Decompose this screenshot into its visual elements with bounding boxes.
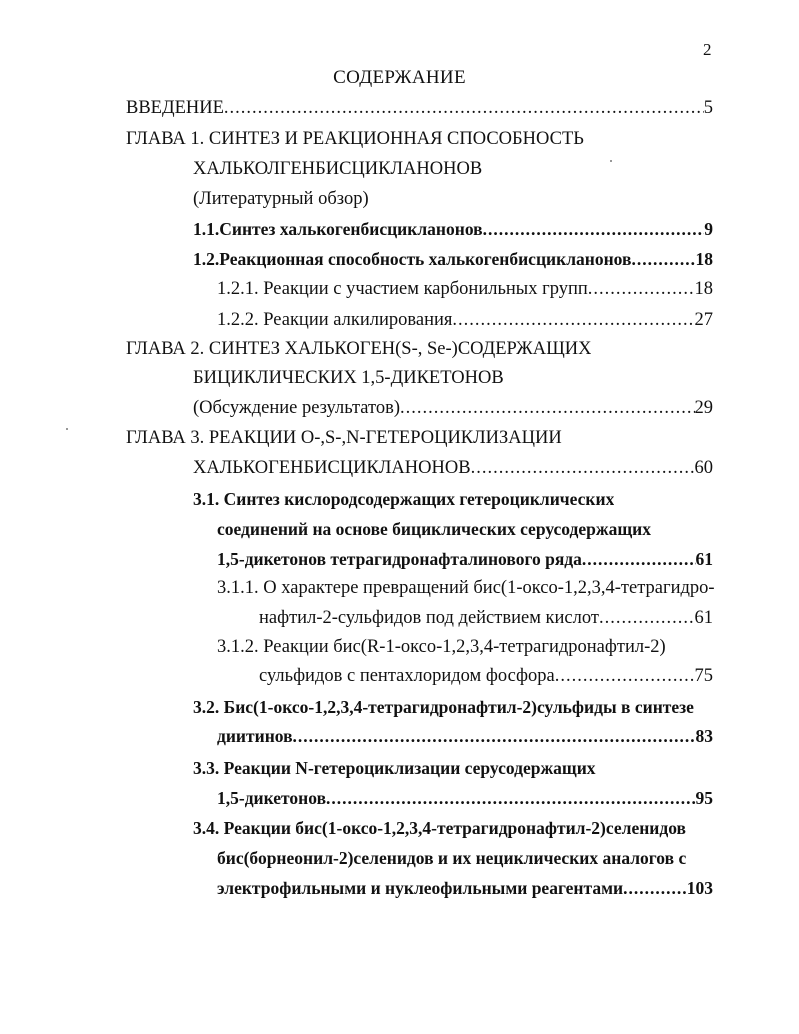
entry-page: 103 [686, 878, 713, 898]
toc-chapter-1-title[interactable]: ГЛАВА 1. СИНТЕЗ И РЕАКЦИОННАЯ СПОСОБНОСТЬ [126, 129, 584, 149]
toc-chapter-1-subtitle: (Литературный обзор) [193, 189, 369, 209]
toc-entry-3-3-cont[interactable] [217, 786, 713, 810]
entry-text: 1.1.Синтез халькогенбисцикланонов [193, 219, 483, 239]
leader-dots [293, 724, 696, 748]
toc-entry-3-1-1-cont[interactable] [259, 606, 713, 630]
toc-entry-3-4-cont: бис(борнеонил-2)селенидов и их нециклических аналогов с [217, 848, 687, 868]
toc-entry-1-2-2[interactable] [217, 308, 713, 332]
toc-entry-introduction[interactable] [126, 96, 713, 120]
toc-entry-3-1[interactable]: 3.1. Синтез кислородсодержащих гетероциклических [193, 489, 615, 509]
entry-text: сульфидов с пентахлоридом фосфора [259, 666, 555, 686]
entry-text: (Обсуждение результатов) [193, 398, 400, 418]
scan-speck [610, 160, 612, 162]
toc-entry-3-3[interactable]: 3.3. Реакции N-гетероциклизации серусодержащих [193, 758, 596, 778]
toc-entry-3-1-cont2[interactable] [217, 547, 713, 571]
toc-entry-3-4-cont2[interactable] [217, 876, 713, 900]
leader-dots [623, 876, 687, 900]
entry-text: нафтил-2-сульфидов под действием кислот [259, 608, 599, 628]
entry-page: 18 [694, 279, 713, 299]
entry-page: 75 [694, 666, 713, 686]
leader-dots [400, 396, 695, 420]
toc-chapter-3-title-cont[interactable] [193, 456, 713, 480]
leader-dots [224, 96, 704, 120]
leader-dots [326, 786, 695, 810]
toc-entry-1-2-1[interactable] [217, 277, 713, 301]
entry-text: диитинов [217, 726, 293, 746]
entry-page: 29 [694, 398, 713, 418]
entry-text: электрофильными и нуклеофильными реагентами [217, 878, 624, 898]
leader-dots [631, 247, 695, 271]
toc-chapter-2-title-cont: БИЦИКЛИЧЕСКИХ 1,5-ДИКЕТОНОВ [193, 368, 504, 388]
page-number: 2 [703, 40, 712, 59]
leader-dots [588, 277, 695, 301]
entry-page: 5 [703, 98, 713, 118]
entry-text: 1,5-дикетонов [217, 788, 327, 808]
toc-entry-3-2[interactable]: 3.2. Бис(1-оксо-1,2,3,4-тетрагидронафтил-2)сульфиды в синтезе [193, 697, 694, 717]
entry-text: 1.2.Реакционная способность халькогенбисцикланонов [193, 249, 632, 269]
entry-page: 95 [695, 788, 713, 808]
entry-page: 18 [695, 249, 713, 269]
entry-text: ВВЕДЕНИЕ [126, 98, 224, 118]
toc-chapter-1-title-cont: ХАЛЬКОЛГЕНБИСЦИКЛАНОНОВ [193, 159, 483, 179]
entry-page: 83 [695, 726, 713, 746]
toc-entry-1-1[interactable] [193, 217, 713, 241]
toc-entry-3-4[interactable]: 3.4. Реакции бис(1-оксо-1,2,3,4-тетрагидронафтил-2)селенидов [193, 818, 686, 838]
leader-dots [599, 606, 695, 630]
entry-text: 1.2.1. Реакции с участием карбонильных групп [217, 279, 588, 299]
toc-entry-3-1-2[interactable]: 3.1.2. Реакции бис(R-1-оксо-1,2,3,4-тетрагидронафтил-2) [217, 637, 666, 657]
toc-chapter-2-title[interactable]: ГЛАВА 2. СИНТЕЗ ХАЛЬКОГЕН(S-, Se-)СОДЕРЖАЩИХ [126, 339, 592, 359]
toc-entry-3-1-2-cont[interactable] [259, 664, 713, 688]
entry-text: 1.2.2. Реакции алкилирования [217, 310, 453, 330]
entry-page: 61 [695, 549, 713, 569]
leader-dots [555, 664, 695, 688]
toc-entry-3-1-cont: соединений на основе бициклических серусодержащих [217, 519, 651, 539]
toc-chapter-3-title[interactable]: ГЛАВА 3. РЕАКЦИИ О-,S-,N-ГЕТЕРОЦИКЛИЗАЦИИ [126, 428, 562, 448]
entry-page: 27 [694, 310, 713, 330]
toc-entry-1-2[interactable] [193, 247, 713, 271]
entry-text: ХАЛЬКОГЕНБИСЦИКЛАНОНОВ [193, 458, 471, 478]
entry-text: 1,5-дикетонов тетрагидронафталинового ряда [217, 549, 582, 569]
toc-entry-3-1-1[interactable]: 3.1.1. О характере превращений бис(1-оксо-1,2,3,4-тетрагидро- [217, 578, 715, 598]
leader-dots [471, 456, 695, 480]
entry-page: 61 [694, 608, 713, 628]
scan-speck [66, 428, 68, 430]
leader-dots [452, 308, 694, 332]
leader-dots [582, 547, 696, 571]
entry-page: 9 [704, 219, 713, 239]
toc-chapter-2-subtitle[interactable] [193, 396, 713, 420]
toc-entry-3-2-cont[interactable] [217, 724, 713, 748]
entry-page: 60 [694, 458, 713, 478]
leader-dots [483, 217, 705, 241]
toc-title: СОДЕРЖАНИЕ [333, 67, 466, 88]
